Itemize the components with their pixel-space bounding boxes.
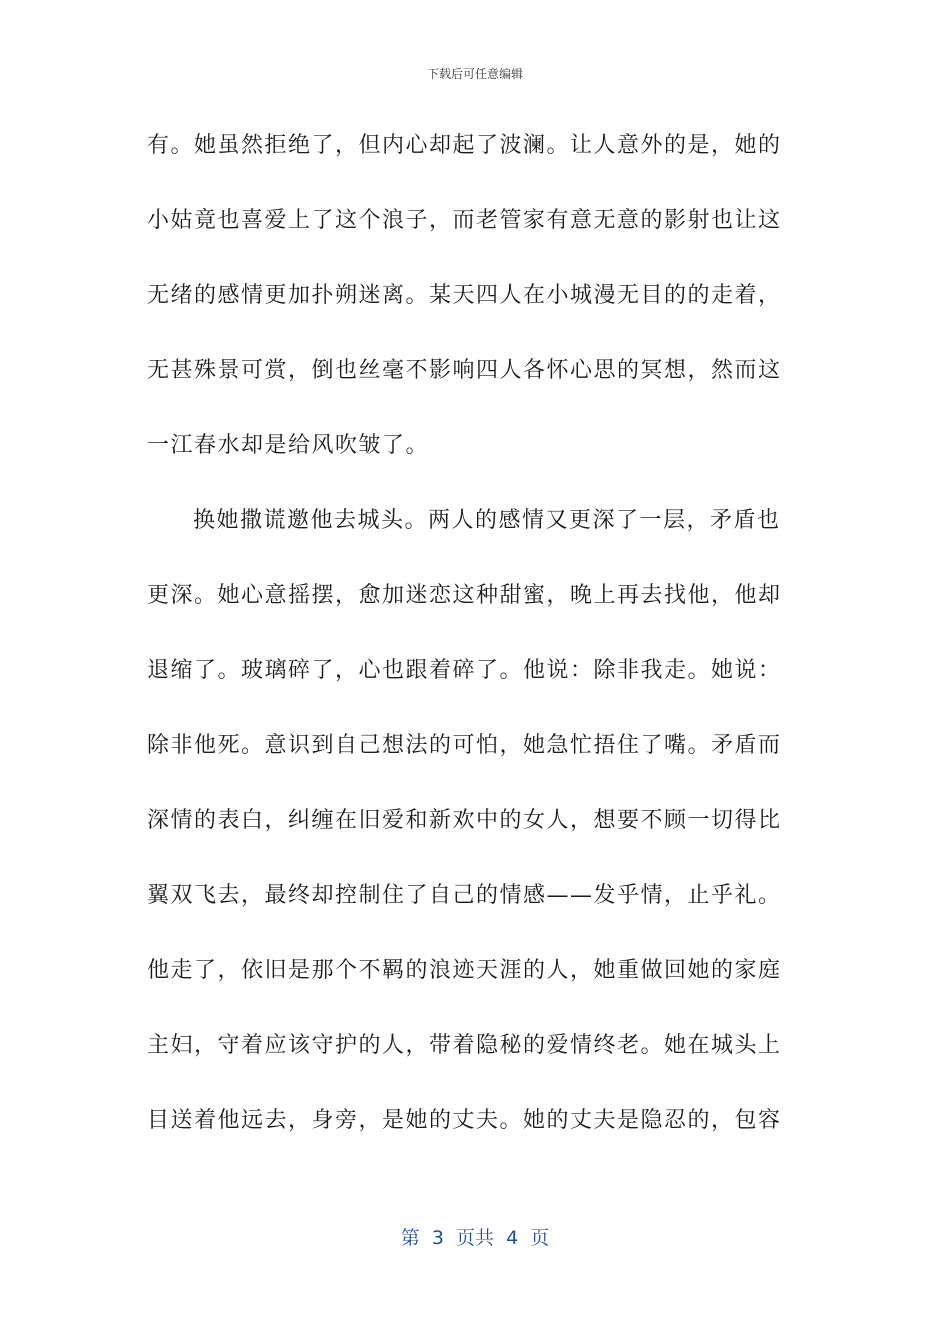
text-line-paragraph-start: 换她撒谎邀他去城头。两人的感情又更深了一层，矛盾也 bbox=[193, 508, 781, 533]
text-line: 有。她虽然拒绝了，但内心却起了波澜。让人意外的是，她的 bbox=[147, 133, 782, 158]
text-line: 一江春水却是给风吹皱了。 bbox=[147, 433, 430, 458]
text-line: 退缩了。玻璃碎了，心也跟着碎了。他说：除非我走。她说： bbox=[147, 658, 782, 683]
text-line: 更深。她心意摇摆，愈加迷恋这种甜蜜，晚上再去找他，他却 bbox=[147, 583, 782, 608]
text-line: 除非他死。意识到自己想法的可怕，她急忙捂住了嘴。矛盾而 bbox=[147, 733, 782, 758]
text-line: 小姑竟也喜爱上了这个浪子，而老管家有意无意的影射也让这 bbox=[147, 208, 782, 233]
text-line: 翼双飞去，最终却控制住了自己的情感——发乎情，止乎礼。 bbox=[147, 883, 782, 908]
text-line: 主妇，守着应该守护的人，带着隐秘的爱情终老。她在城头上 bbox=[147, 1033, 782, 1058]
page-number-footer: 第 3 页共 4 页 bbox=[400, 1227, 550, 1249]
text-line: 他走了，依旧是那个不羁的浪迹天涯的人，她重做回她的家庭 bbox=[147, 958, 782, 983]
document-body bbox=[147, 118, 807, 1168]
text-line: 无绪的感情更加扑朔迷离。某天四人在小城漫无目的的走着， bbox=[147, 283, 782, 308]
text-line: 无甚殊景可赏，倒也丝毫不影响四人各怀心思的冥想，然而这 bbox=[147, 358, 782, 383]
page-header: 下载后可任意编辑 bbox=[426, 67, 523, 81]
text-line: 深情的表白，纠缠在旧爱和新欢中的女人，想要不顾一切得比 bbox=[147, 808, 782, 833]
text-line: 目送着他远去，身旁，是她的丈夫。她的丈夫是隐忍的，包容 bbox=[147, 1108, 782, 1133]
